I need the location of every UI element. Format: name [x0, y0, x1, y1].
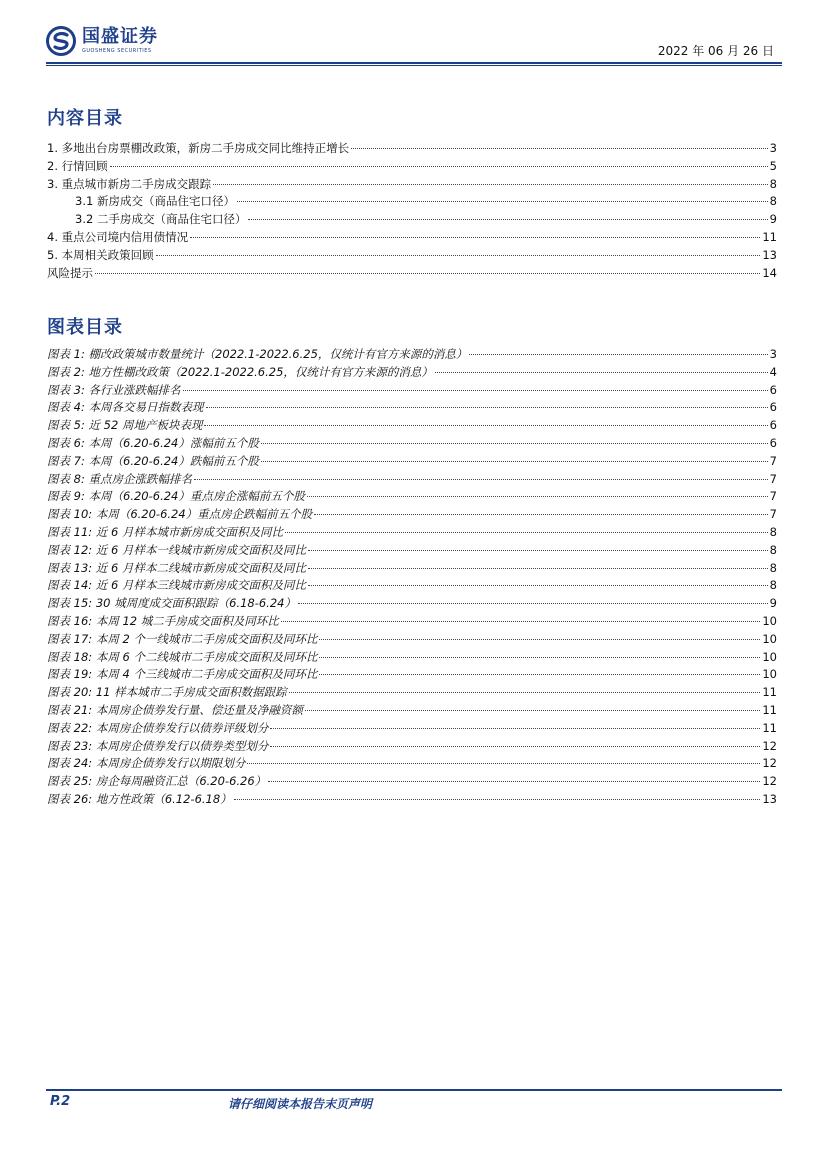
dot-leader — [469, 354, 767, 355]
contents-item[interactable] — [47, 211, 777, 229]
contents-item-page: 5 — [769, 158, 777, 173]
figure-item-label: 图表 16: 本周 12 城二手房成交面积及同环比 — [47, 613, 279, 628]
figure-item-label: 图表 9: 本周（6.20-6.24）重点房企涨幅前五个股 — [47, 489, 305, 504]
figure-item[interactable] — [47, 506, 777, 524]
figure-item-label: 图表 22: 本周房企债券发行以债券评级划分 — [47, 720, 269, 735]
figure-item[interactable] — [47, 471, 777, 489]
contents-item-page: 8 — [769, 194, 777, 209]
contents-item[interactable] — [47, 265, 777, 283]
figure-item-label: 图表 26: 地方性政策（6.12-6.18） — [47, 791, 232, 806]
dot-leader — [237, 201, 768, 202]
guosheng-logo-icon — [46, 26, 76, 56]
figure-item[interactable] — [47, 738, 777, 756]
figure-item-page: 10 — [762, 613, 777, 628]
dot-leader — [247, 763, 760, 764]
figure-item[interactable] — [47, 435, 777, 453]
dot-leader — [319, 657, 760, 658]
dot-leader — [270, 728, 760, 729]
contents-item-label: 4. 重点公司境内信用债情况 — [47, 229, 189, 244]
figure-item-page: 10 — [762, 667, 777, 682]
figure-item-page: 7 — [769, 471, 777, 486]
figure-item-label: 图表 12: 近 6 月样本一线城市新房成交面积及同比 — [47, 542, 306, 557]
figures-list — [47, 346, 777, 809]
dot-leader — [156, 255, 761, 256]
dot-leader — [298, 603, 768, 604]
contents-item-label: 风险提示 — [47, 265, 93, 280]
figure-item-label: 图表 20: 11 样本城市二手房成交面积数据跟踪 — [47, 685, 287, 700]
figure-item[interactable] — [47, 773, 777, 791]
figure-item[interactable] — [47, 720, 777, 738]
figure-item-label: 图表 23: 本周房企债券发行以债券类型划分 — [47, 738, 269, 753]
figure-item-page: 11 — [762, 685, 777, 700]
figure-item[interactable] — [47, 399, 777, 417]
figure-item[interactable] — [47, 631, 777, 649]
dot-leader — [281, 621, 761, 622]
figure-item-page: 3 — [769, 347, 777, 361]
dot-leader — [308, 585, 768, 586]
contents-list — [47, 140, 777, 282]
figure-item-page: 6 — [769, 382, 777, 397]
figure-item[interactable] — [47, 346, 777, 364]
dot-leader — [314, 514, 767, 515]
figure-item[interactable] — [47, 791, 777, 809]
figure-item[interactable] — [47, 595, 777, 613]
dot-leader — [351, 148, 768, 149]
contents-item-label: 3.1 新房成交（商品住宅口径） — [75, 194, 235, 209]
figure-item[interactable] — [47, 684, 777, 702]
contents-item-page: 11 — [762, 229, 777, 244]
footer-divider — [46, 1089, 782, 1091]
figure-item-page: 6 — [769, 418, 777, 433]
figure-item[interactable] — [47, 524, 777, 542]
contents-item-page: 14 — [762, 265, 777, 280]
dot-leader — [307, 496, 768, 497]
figure-item-label: 图表 15: 30 城周度成交面积跟踪（6.18-6.24） — [47, 596, 296, 611]
figure-item-label: 图表 4: 本周各交易日指数表现 — [47, 400, 204, 415]
dot-leader — [234, 799, 761, 800]
figure-item[interactable] — [47, 453, 777, 471]
figure-item-label: 图表 6: 本周（6.20-6.24）涨幅前五个股 — [47, 435, 259, 450]
figure-item-label: 图表 14: 近 6 月样本三线城市新房成交面积及同比 — [47, 578, 306, 593]
figure-item-page: 8 — [769, 560, 777, 575]
contents-item-page: 3 — [769, 141, 777, 155]
figure-item-label: 图表 18: 本周 6 个二线城市二手房成交面积及同环比 — [47, 649, 318, 664]
figure-item-page: 6 — [769, 435, 777, 450]
header-divider — [46, 62, 782, 64]
figure-item[interactable] — [47, 488, 777, 506]
figure-item-page: 7 — [769, 453, 777, 468]
dot-leader — [213, 184, 768, 185]
figure-item-label: 图表 19: 本周 4 个三线城市二手房成交面积及同环比 — [47, 667, 318, 682]
figure-item[interactable] — [47, 382, 777, 400]
dot-leader — [268, 781, 760, 782]
dot-leader — [289, 692, 761, 693]
figure-item-page: 13 — [762, 791, 777, 806]
figure-item-label: 图表 24: 本周房企债券发行以期限划分 — [47, 756, 246, 771]
contents-item-label: 3.2 二手房成交（商品住宅口径） — [75, 212, 247, 227]
figure-item[interactable] — [47, 702, 777, 720]
contents-item-label: 3. 重点城市新房二手房成交跟踪 — [47, 176, 212, 191]
brand-logo — [46, 26, 158, 62]
dot-leader — [308, 568, 768, 569]
figure-item-page: 9 — [769, 596, 777, 611]
brand-subtitle: GUOSHENG SECURITIES — [82, 48, 152, 54]
dot-leader — [261, 461, 768, 462]
contents-item-label: 2. 行情回顾 — [47, 158, 108, 173]
figure-item[interactable] — [47, 577, 777, 595]
contents-item-page: 13 — [762, 247, 777, 262]
contents-item[interactable] — [47, 193, 777, 211]
contents-item[interactable] — [47, 140, 777, 158]
dot-leader — [305, 710, 761, 711]
dot-leader — [206, 407, 768, 408]
dot-leader — [270, 746, 760, 747]
figure-item[interactable] — [47, 542, 777, 560]
figure-item[interactable] — [47, 560, 777, 578]
dot-leader — [95, 273, 760, 274]
contents-item[interactable] — [47, 158, 777, 176]
dot-leader — [285, 532, 768, 533]
figure-item-page: 12 — [762, 738, 777, 753]
contents-item[interactable] — [47, 247, 777, 265]
contents-item[interactable] — [47, 176, 777, 194]
figure-item-page: 11 — [762, 702, 777, 717]
dot-leader — [194, 479, 768, 480]
page-header — [46, 26, 782, 62]
figure-item-page: 4 — [769, 364, 777, 379]
dot-leader — [319, 639, 760, 640]
figure-item-label: 图表 7: 本周（6.20-6.24）跌幅前五个股 — [47, 453, 259, 468]
figure-item-page: 12 — [762, 774, 777, 789]
contents-item[interactable] — [47, 229, 777, 247]
figure-item-label: 图表 11: 近 6 月样本城市新房成交面积及同比 — [47, 524, 283, 539]
figure-item-page: 10 — [762, 631, 777, 646]
page-number: P.2 — [50, 1094, 71, 1109]
dot-leader — [190, 237, 760, 238]
contents-item-label: 5. 本周相关政策回顾 — [47, 247, 154, 262]
dot-leader — [261, 443, 768, 444]
figure-item-page: 7 — [769, 507, 777, 522]
figure-item-page: 7 — [769, 489, 777, 504]
contents-item-page: 9 — [769, 212, 777, 227]
figure-item[interactable] — [47, 364, 777, 382]
figure-item-label: 图表 3: 各行业涨跌幅排名 — [47, 382, 181, 397]
dot-leader — [248, 219, 767, 220]
figure-item-page: 10 — [762, 649, 777, 664]
figure-item-label: 图表 2: 地方性棚改政策（2022.1-2022.6.25，仅统计有官方来源的消息） — [47, 364, 433, 379]
dot-leader — [204, 425, 767, 426]
header-divider-thin — [46, 65, 782, 66]
figure-item-label: 图表 17: 本周 2 个一线城市二手房成交面积及同环比 — [47, 631, 318, 646]
dot-leader — [110, 166, 768, 167]
figure-item-label: 图表 25: 房企每周融资汇总（6.20-6.26） — [47, 774, 267, 789]
disclaimer-note: 请仔细阅读本报告末页声明 — [228, 1097, 373, 1111]
brand-name: 国盛证券 — [82, 26, 158, 47]
figure-item-label: 图表 13: 近 6 月样本二线城市新房成交面积及同比 — [47, 560, 306, 575]
figure-item-page: 8 — [769, 578, 777, 593]
dot-leader — [435, 372, 768, 373]
contents-title: 内容目录 — [47, 108, 123, 129]
figure-item-label: 图表 10: 本周（6.20-6.24）重点房企跌幅前五个股 — [47, 507, 313, 522]
figure-item[interactable] — [47, 613, 777, 631]
report-date: 2022 年 06 月 26 日 — [657, 44, 774, 58]
figure-item-page: 8 — [769, 542, 777, 557]
figure-item-label: 图表 21: 本周房企债券发行量、偿还量及净融资额 — [47, 702, 303, 717]
figure-item-label: 图表 5: 近 52 周地产板块表现 — [47, 418, 203, 433]
dot-leader — [183, 390, 768, 391]
figure-item[interactable] — [47, 666, 777, 684]
contents-item-label: 1. 多地出台房票棚改政策，新房二手房成交同比维持正增长 — [47, 141, 350, 155]
figures-title: 图表目录 — [47, 317, 123, 338]
dot-leader — [319, 674, 760, 675]
figure-item[interactable] — [47, 649, 777, 667]
figure-item[interactable] — [47, 755, 777, 773]
figure-item-page: 12 — [762, 756, 777, 771]
contents-item-page: 8 — [769, 176, 777, 191]
figure-item-label: 图表 8: 重点房企涨跌幅排名 — [47, 471, 193, 486]
figure-item-label: 图表 1: 棚改政策城市数量统计（2022.1-2022.6.25，仅统计有官方来源的消息） — [47, 347, 468, 361]
figure-item[interactable] — [47, 417, 777, 435]
figure-item-page: 6 — [769, 400, 777, 415]
figure-item-page: 8 — [769, 524, 777, 539]
dot-leader — [308, 550, 768, 551]
figure-item-page: 11 — [762, 720, 777, 735]
